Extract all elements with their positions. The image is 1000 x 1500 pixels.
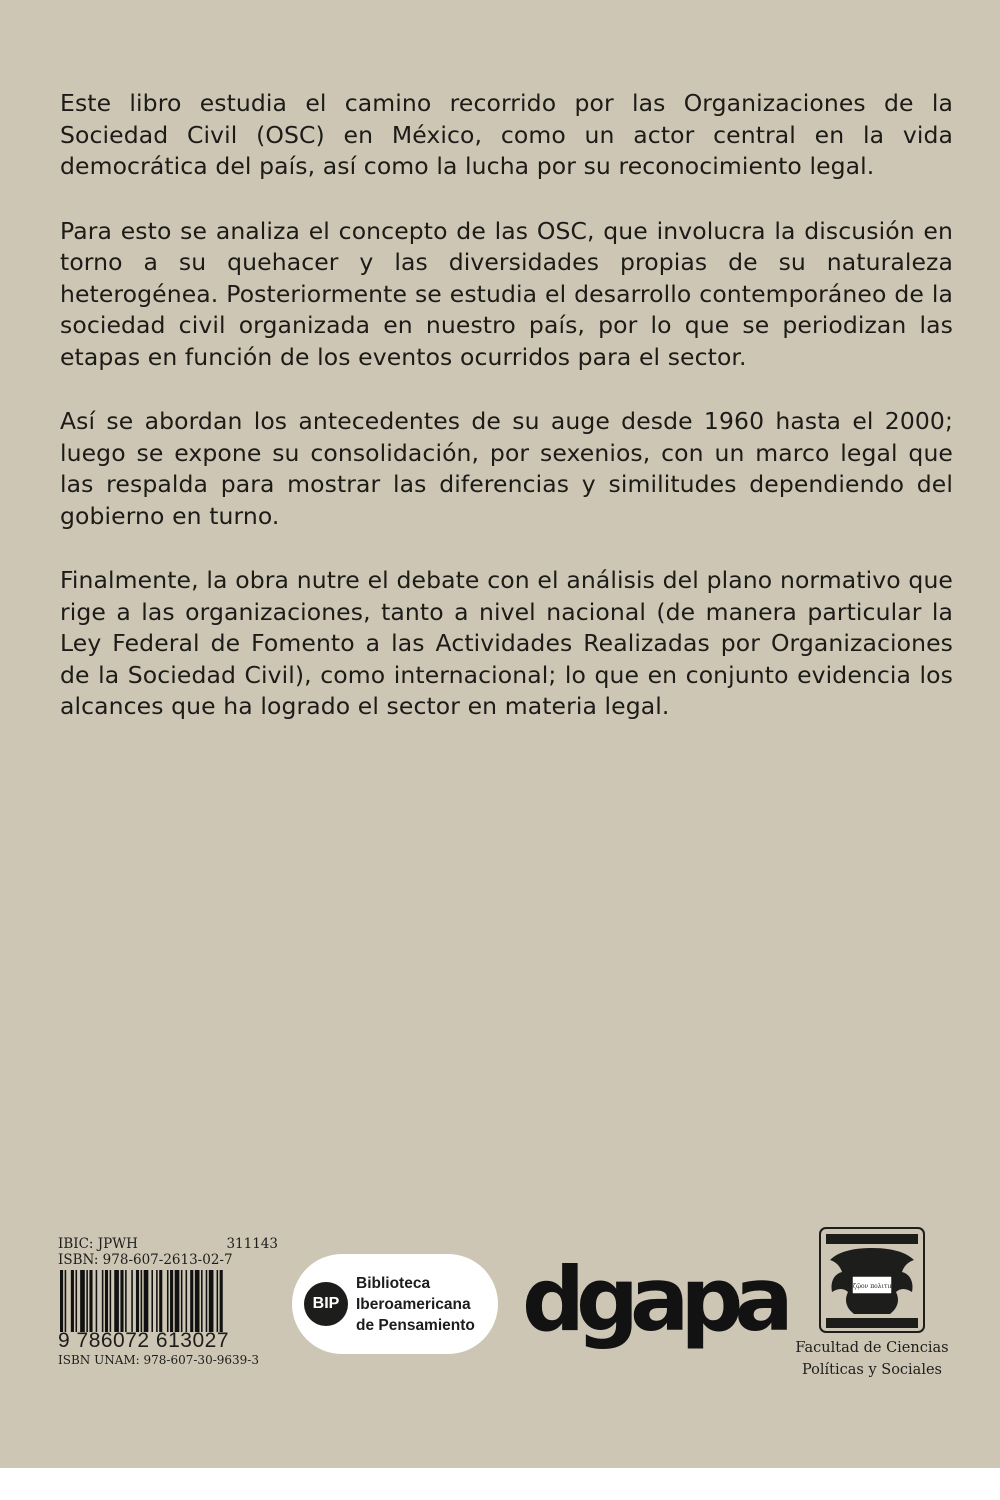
isbn-unam-line <box>58 1352 278 1368</box>
barcode-bar <box>167 1270 169 1332</box>
faculty-line-1: Facultad de Ciencias <box>795 1340 949 1356</box>
isbn: ISBN: 978-607-2613-02-7 <box>58 1252 233 1268</box>
barcode-bar <box>105 1270 108 1332</box>
barcode-bar <box>60 1270 63 1332</box>
barcode-bar <box>80 1270 85 1332</box>
barcode-icon <box>58 1270 276 1332</box>
barcode-digits: 9 786072 613027 <box>58 1329 229 1352</box>
barcode-bar <box>144 1270 149 1332</box>
svg-text:Τὸ ζῷον πολιτικόν: Τὸ ζῷον πολιτικόν <box>843 1283 901 1290</box>
barcode-bar <box>71 1270 74 1332</box>
barcode-bar <box>151 1270 153 1332</box>
barcode-bar <box>136 1270 139 1332</box>
barcode-bar <box>65 1270 67 1332</box>
faculty-line-2: Políticas y Sociales <box>802 1362 942 1378</box>
isbn-unam: ISBN UNAM: 978-607-30-9639-3 <box>58 1353 259 1367</box>
barcode-bar <box>110 1270 112 1332</box>
barcode-bar <box>190 1270 193 1332</box>
paragraph-4: Finalmente, la obra nutre el debate con el análisis del plano normativo que rige a las organizaciones, tanto a nivel nacional (de manera particular la Ley Federal de Fomento a las Actividades Realizadas por Organizaciones de la Sociedad Civil), como internacional; lo que en conjunto evidencia los alcances que ha logrado el sector en materia legal. <box>60 566 953 720</box>
barcode-bar <box>96 1270 98 1332</box>
bip-line-2: Iberoamericana <box>356 1295 471 1313</box>
faculty-name <box>782 1337 962 1381</box>
barcode-bar <box>131 1270 133 1332</box>
barcode-bar <box>156 1270 158 1332</box>
barcode-bar <box>114 1270 119 1332</box>
barcode-bar <box>209 1270 214 1332</box>
barcode-bar <box>195 1270 200 1332</box>
paragraph-1: Este libro estudia el camino recorrido por las Organizaciones de la Sociedad Civil (OSC) en México, como un actor central en la vida democrática del país, así como la lucha por su reconocimiento legal. <box>60 89 953 180</box>
barcode-bar <box>141 1270 143 1332</box>
barcode-bar <box>186 1270 188 1332</box>
barcode-bar <box>102 1270 104 1332</box>
product-code: 311143 <box>226 1236 278 1252</box>
paragraph-2: Para esto se analiza el concepto de las OSC, que involucra la discusión en torno a su quehacer y las diversidades propias de su naturaleza heterogénea. Posteriormente se estudia el desarrollo contemporáneo de la sociedad civil organizada en nuestro país, por lo que se periodizan las etapas en función de los eventos ocurridos para el sector. <box>60 216 953 371</box>
barcode-bar <box>217 1270 219 1332</box>
barcode-bar <box>120 1270 123 1332</box>
barcode-bar <box>201 1270 203 1332</box>
barcode-bar <box>89 1270 92 1332</box>
barcode-bar <box>159 1270 162 1332</box>
synopsis <box>60 88 953 756</box>
ibic-code: IBIC: JPWH <box>58 1236 138 1252</box>
bip-logo <box>292 1254 498 1354</box>
bip-line-1: Biblioteca <box>356 1274 431 1292</box>
barcode-bar <box>170 1270 173 1332</box>
paragraph-3: Así se abordan los antecedentes de su auge desde 1960 hasta el 2000; luego se expone su consolidación, por sexenios, con un marco legal que las respalda para mostrar las diferencias y similitudes dependiendo del gobierno en turno. <box>60 407 953 530</box>
barcode-bar <box>220 1270 223 1332</box>
dgapa-logo: dgapa <box>522 1248 785 1351</box>
barcode-bar <box>175 1270 180 1332</box>
ibic-line <box>58 1236 278 1252</box>
barcode-bar <box>206 1270 208 1332</box>
barcode-bar <box>86 1270 88 1332</box>
bip-circle-icon: BIP <box>304 1282 348 1326</box>
bip-name <box>356 1273 475 1336</box>
barcode-block <box>58 1236 278 1368</box>
bip-line-3: de Pensamiento <box>356 1316 475 1334</box>
unam-crest-icon <box>818 1226 926 1334</box>
isbn-line <box>58 1252 278 1268</box>
barcode-bar <box>76 1270 78 1332</box>
barcode-bar <box>181 1270 183 1332</box>
barcode-bar <box>125 1270 127 1332</box>
